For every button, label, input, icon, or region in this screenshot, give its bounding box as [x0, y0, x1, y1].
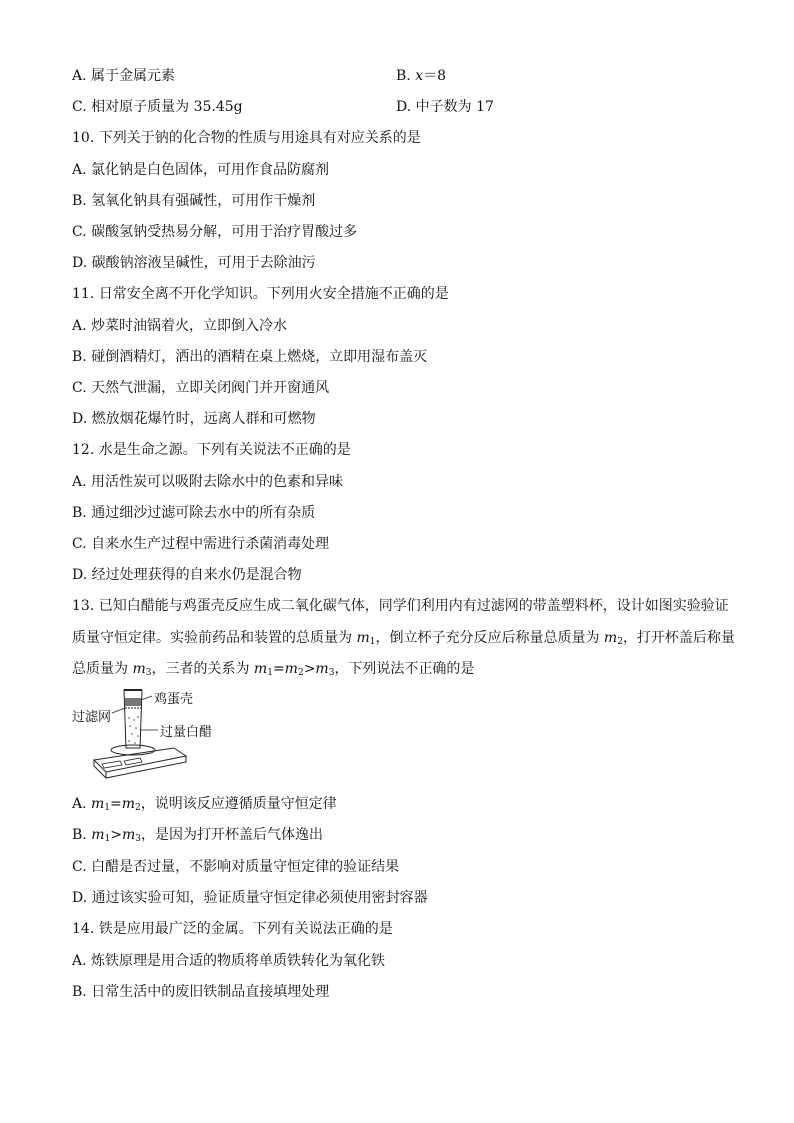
q14-option-a: A. 炼铁原理是用合适的物质将单质铁转化为氧化铁: [72, 953, 386, 969]
q12-option-a: A. 用活性炭可以吸附去除水中的色素和异味: [72, 474, 344, 490]
eggshell-region: [125, 698, 141, 706]
scale-pan: [111, 745, 155, 755]
q9-option-b: B. x＝8: [396, 68, 447, 84]
q11-option-b: B. 碰倒酒精灯，洒出的酒精在桌上燃烧，立即用湿布盖灭: [72, 349, 428, 365]
q13-stem-line3: 总质量为 $m_3$，三者的关系为 $m_1=m_2>m_3$，下列说法不正确的是: [72, 661, 475, 678]
q10-option-c: C. 碳酸氢钠受热易分解，可用于治疗胃酸过多: [72, 224, 358, 240]
q9-option-a: A. 属于金属元素: [72, 68, 176, 84]
q9-option-c: C. 相对原子质量为 35.45g: [72, 99, 243, 115]
q12-option-d: D. 经过处理获得的自来水仍是混合物: [72, 567, 302, 583]
q12-option-b: B. 通过细沙过滤可除去水中的所有杂质: [72, 505, 316, 521]
q11-option-a: A. 炒菜时油锅着火，立即倒入冷水: [72, 318, 288, 334]
q11-option-c: C. 天然气泄漏，立即关闭阀门并开窗通风: [72, 380, 330, 396]
q11-stem: 11. 日常安全离不开化学知识。下列用火安全措施不正确的是: [72, 286, 449, 302]
q11-option-d: D. 燃放烟花爆竹时，远离人群和可燃物: [72, 411, 316, 427]
q10-option-a: A. 氯化钠是白色固体，可用作食品防腐剂: [72, 162, 330, 178]
q10-option-d: D. 碳酸钠溶液呈碱性，可用于去除油污: [72, 255, 316, 271]
scale-body: [94, 748, 186, 772]
q14-option-b: B. 日常生活中的废旧铁制品直接填埋处理: [72, 984, 330, 1000]
q13-option-b: B. $m_1>m_3$，是因为打开杯盖后气体逸出: [72, 827, 323, 844]
label-vinegar: 过量白醋: [160, 725, 213, 740]
q12-option-c: C. 自来水生产过程中需进行杀菌消毒处理: [72, 536, 330, 552]
label-filter-net: 过滤网: [72, 710, 112, 725]
q13-stem-line1: 13. 已知白醋能与鸡蛋壳反应生成二氧化碳气体，同学们利用内有过滤网的带盖塑料杯，设计如图实验验证: [72, 598, 729, 614]
q13-option-d: D. 通过该实验可知，验证质量守恒定律必须使用密封容器: [72, 890, 428, 906]
q10-option-b: B. 氢氧化钠具有强碱性，可用作干燥剂: [72, 193, 316, 209]
vinegar-liquid: [128, 716, 139, 744]
q14-stem: 14. 铁是应用最广泛的金属。下列有关说法正确的是: [72, 921, 393, 937]
q9-option-d: D. 中子数为 17: [396, 99, 494, 115]
q10-stem: 10. 下列关于钠的化合物的性质与用途具有对应关系的是: [72, 130, 421, 146]
q13-option-c: C. 白醋是否过量，不影响对质量守恒定律的验证结果: [72, 859, 400, 875]
q13-apparatus-figure: [72, 686, 244, 782]
q13-stem-line2: 质量守恒定律。实验前药品和装置的总质量为 $m_1$，倒立杯子充分反应后称量总质量为 $m_2$，打开杯盖后称量: [72, 630, 735, 647]
q13-option-a: A. $m_1=m_2$，说明该反应遵循质量守恒定律: [72, 796, 337, 813]
q12-stem: 12. 水是生命之源。下列有关说法不正确的是: [72, 442, 351, 458]
scale-display: [102, 761, 122, 768]
label-eggshell: 鸡蛋壳: [154, 692, 194, 707]
